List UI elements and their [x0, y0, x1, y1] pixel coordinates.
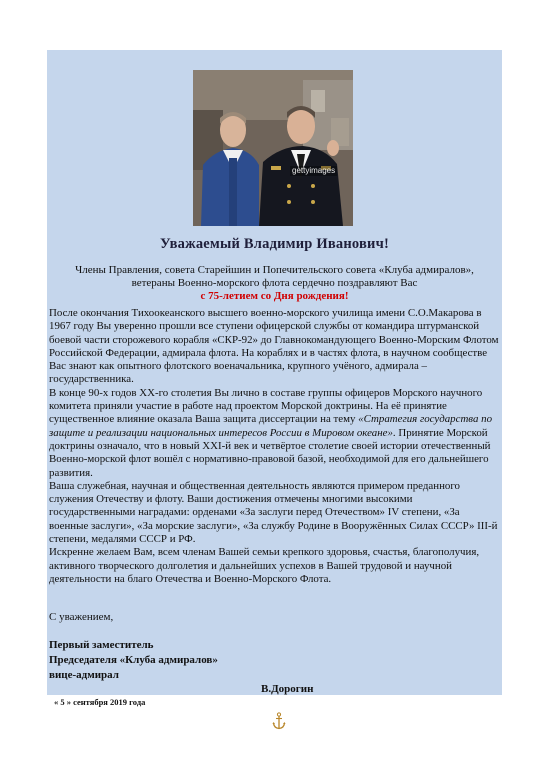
- signature-rank: вице-адмирал: [49, 669, 119, 681]
- anchor-icon: [272, 712, 286, 730]
- photo-illustration: [193, 70, 353, 226]
- letter-body: [49, 307, 499, 586]
- letter-date: « 5 » сентября 2019 года: [54, 697, 146, 707]
- signature-name: В.Дорогин: [261, 683, 314, 695]
- paragraph-wishes: Искренне желаем Вам, всем членам Вашей семьи крепкого здоровья, счастья, благополучия, активного творческого долголетия и дальнейших успехов в Вашей трудовой и научной деятельности на благо Отечества и Военно-Морского Флота.: [49, 546, 480, 585]
- letter-panel: [47, 50, 502, 695]
- signature-block: [49, 638, 218, 683]
- letter-intro: [47, 264, 502, 303]
- signature-position: Первый заместитель: [49, 639, 154, 651]
- intro-line-2: ветераны Военно-морского флота сердечно поздравляют Вас: [131, 277, 418, 289]
- closing-regards: С уважением,: [49, 611, 114, 623]
- paragraph-awards: Ваша служебная, научная и общественная деятельность являются примером преданного служения Отечеству и флоту. Ваши достижения отмечены многими высокими государственными наградами: орденами «За заслуги перед Отечеством» IV степени, «За военные заслуги», «За морские заслуги», «За службу Родине в Вооружённых Силах СССР» III-й степени, медалями СССР и РФ.: [49, 479, 498, 546]
- signature-organization: Председателя «Клуба адмиралов»: [49, 654, 218, 666]
- intro-line-1: Члены Правления, совета Старейшин и Попечительского совета «Клуба адмиралов»,: [75, 264, 474, 276]
- letter-greeting: Уважаемый Владимир Иванович!: [160, 236, 389, 252]
- dissertation-title: «Стратегия государства по защите и реализации национальных интересов России в Мировом океане»: [49, 413, 493, 439]
- photo: [193, 70, 353, 226]
- paragraph-doctrine: [49, 387, 499, 480]
- photo-watermark: gettyimages: [292, 166, 336, 175]
- intro-highlight: с 75-летием со Дня рождения!: [200, 290, 349, 302]
- paragraph-doctrine-end: . Принятие Морской доктрины означало, что в новый XXI-й век и четвёртое столетие своей истории отечественный Военно-морской флот вошёл с нормативно-правовой базой, необходимой для его дальнейшего развития.: [49, 426, 491, 479]
- paragraph-doctrine-start: В конце 90-х годов XX-го столетия Вы лично в составе группы офицеров Морского научного комитета приняли участие в работе над проектом Морской доктрины. На её принятие существенное влияние оказала Ваша защита диссертации на тему: [49, 386, 483, 426]
- paragraph-career: После окончания Тихоокеанского высшего военно-морского училища имени С.О.Макарова в 1967 году Вы уверенно прошли все ступени офицерской службы от командира штурманской боевой части сторожевого корабля «СКР-92» до Главнокомандующего Военно-Морским Флотом Российской Федерации, адмирала флота. На кораблях и в частях флота, в научном сообществе Вас знают как опытного флотского военачальника, крупного учёного, адмирала – государственника.: [49, 307, 499, 386]
